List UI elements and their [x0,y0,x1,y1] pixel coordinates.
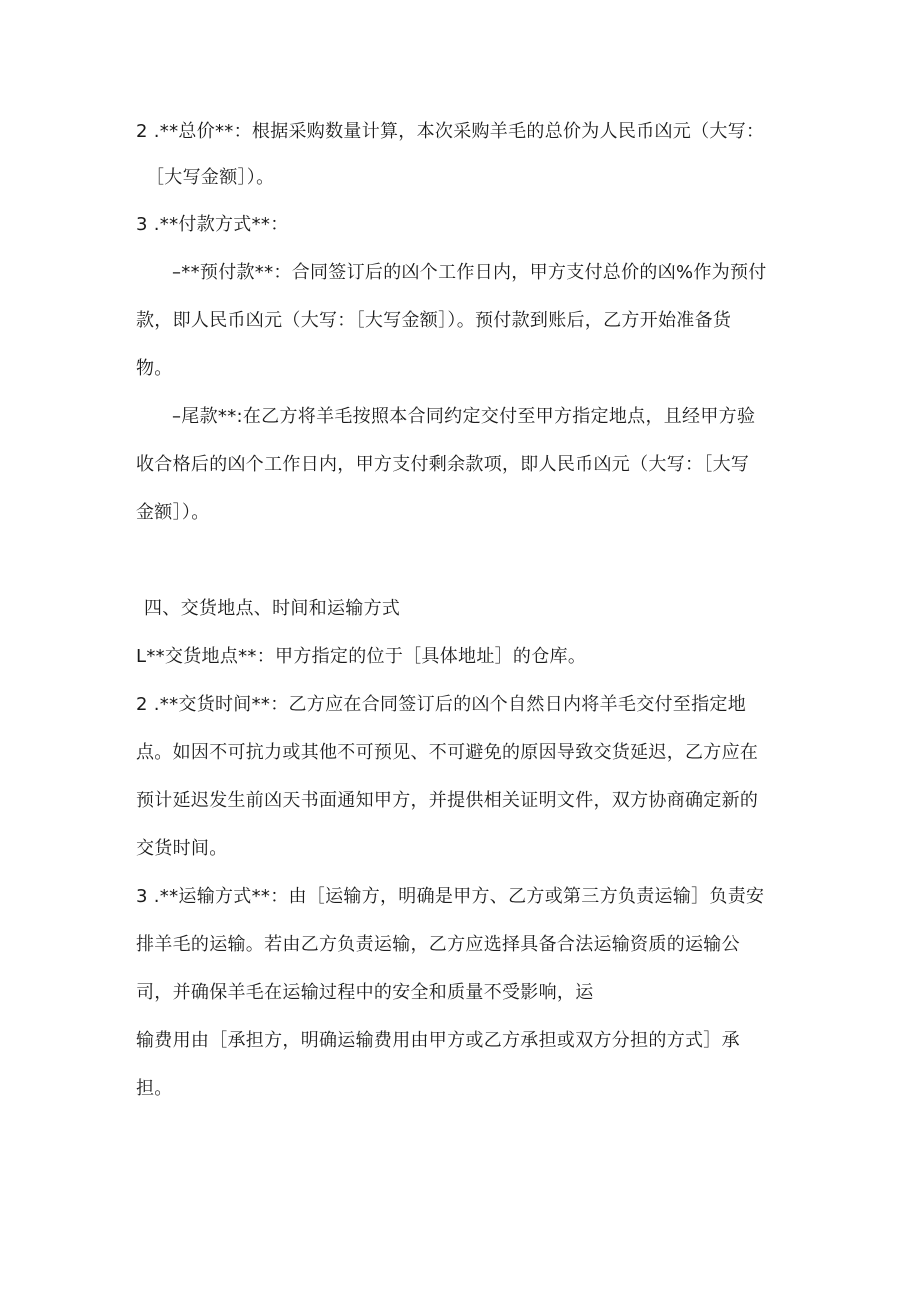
delivery-location-line-1: L**交货地点**：甲方指定的位于［具体地址］的仓库。 [136,646,587,667]
transport-method-line-2: 排羊毛的运输。若由乙方负责运输，乙方应选择具备合法运输资质的运输公 [136,934,740,955]
delivery-time-line-1: 2 .**交货时间**：乙方应在合同签订后的凶个自然日内将羊毛交付至指定地 [136,694,746,715]
final-payment-line-3: 金额］）。 [136,502,210,523]
delivery-time-line-4: 交货时间。 [136,838,228,859]
delivery-time-line-2: 点。如因不可抗力或其他不可预见、不可避免的原因导致交货延迟，乙方应在 [136,742,759,763]
final-payment-line-2: 收合格后的凶个工作日内，甲方支付剩余款项，即人民币凶元（大写：［大写 [136,454,750,475]
payment-method-heading: 3 .**付款方式**： [136,214,289,235]
prepayment-line-3: 物。 [136,358,173,379]
transport-method-line-1: 3 .**运输方式**：由［运输方，明确是甲方、乙方或第三方负责运输］负责安 [136,886,765,907]
transport-method-line-5: 担。 [136,1078,173,1099]
final-payment-line-1: –尾款**:在乙方将羊毛按照本合同约定交付至甲方指定地点，且经甲方验 [172,406,756,427]
prepayment-line-1: –**预付款**：合同签订后的凶个工作日内，甲方支付总价的凶%作为预付 [172,262,767,283]
delivery-time-line-3: 预计延迟发生前凶天书面通知甲方，并提供相关证明文件，双方协商确定新的 [136,790,759,811]
prepayment-line-2: 款，即人民币凶元（大写：［大写金额］）。预付款到账后，乙方开始准备货 [136,310,732,331]
transport-method-line-3: 司，并确保羊毛在运输过程中的安全和质量不受影响，运 [136,982,594,1003]
total-price-line-2: ［大写金额］）。 [146,167,275,188]
total-price-line-1: 2 .**总价**：根据采购数量计算，本次采购羊毛的总价为人民币凶元（大写： [136,121,765,142]
transport-method-line-4: 输费用由［承担方，明确运输费用由甲方或乙方承担或双方分担的方式］承 [136,1030,740,1051]
section4-heading: 四、交货地点、时间和运输方式 [144,598,401,619]
